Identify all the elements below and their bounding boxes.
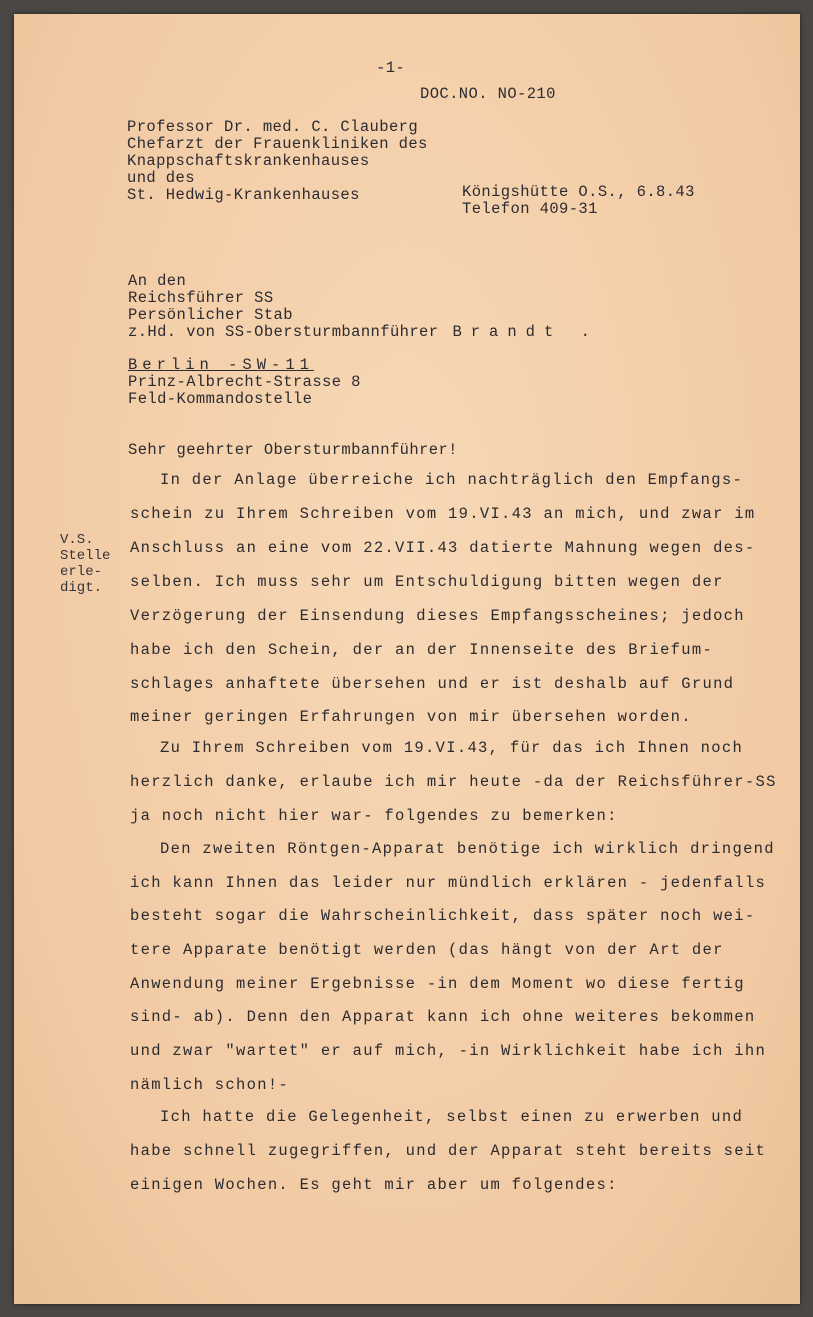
document-number: DOC.NO. NO-210 [420,85,556,103]
recipient-post: Feld-Kommandostelle [128,390,313,408]
margin-note: V.S. Stelle erle- digt. [60,532,111,596]
recipient-name: Brandt . [452,323,599,341]
document-page [14,14,800,1304]
body-line: einigen Wochen. Es geht mir aber um folgendes: [130,1176,618,1194]
sender-line: Knappschaftskrankenhauses [127,152,370,170]
body-line: Anwendung meiner Ergebnisse -in dem Moment wo diese fertig [130,975,745,993]
body-line: In der Anlage überreiche ich nachträglich den Empfangs- [160,471,744,489]
sender-line: und des [127,169,195,187]
body-line: sind- ab). Denn den Apparat kann ich ohne weiteres bekommen [130,1008,756,1026]
telephone: Telefon 409-31 [462,200,598,218]
recipient-line: An den [128,272,187,290]
page-number: -1- [376,59,406,77]
recipient-line: Reichsführer SS [128,289,274,307]
recipient-line [128,324,599,341]
body-line: selben. Ich muss sehr um Entschuldigung bitten wegen der [130,573,724,591]
body-line: Ich hatte die Gelegenheit, selbst einen zu erwerben und [160,1108,744,1126]
recipient-street: Prinz-Albrecht-Strasse 8 [128,373,361,391]
recipient-line: Persönlicher Stab [128,306,293,324]
body-line: schein zu Ihrem Schreiben vom 19.VI.43 an mich, und zwar im [130,505,756,523]
recipient-city: Berlin -SW-11 [128,356,314,374]
body-line: besteht sogar die Wahrscheinlichkeit, dass später noch wei- [130,907,756,925]
body-line: nämlich schon!- [130,1076,290,1094]
body-line: meiner geringen Erfahrungen von mir übersehen worden. [130,708,692,726]
body-line: Den zweiten Röntgen-Apparat benötige ich wirklich dringend [160,840,775,858]
body-line: Anschluss an eine vom 22.VII.43 datierte Mahnung wegen des- [130,539,756,557]
body-line: und zwar "wartet" er auf mich, -in Wirklichkeit habe ich ihn [130,1042,767,1060]
sender-line: Professor Dr. med. C. Clauberg [127,118,419,136]
sender-line: Chefarzt der Frauenkliniken des [127,135,428,153]
body-line: habe schnell zugegriffen, und der Apparat steht bereits seit [130,1142,767,1160]
place-date: Königshütte O.S., 6.8.43 [462,183,695,201]
body-line: Verzögerung der Einsendung dieses Empfangsscheines; jedoch [130,607,745,625]
body-line: ich kann Ihnen das leider nur mündlich erklären - jedenfalls [130,874,767,892]
body-line: tere Apparate benötigt werden (das hängt von der Art der [130,941,724,959]
salutation: Sehr geehrter Obersturmbannführer! [128,441,458,459]
recipient-title: z.Hd. von SS-Obersturmbannführer [128,323,439,341]
body-line: herzlich danke, erlaube ich mir heute -da der Reichsführer-SS [130,773,777,791]
body-line: ja noch nicht hier war- folgendes zu bemerken: [130,807,618,825]
body-line: Zu Ihrem Schreiben vom 19.VI.43, für das ich Ihnen noch [160,739,744,757]
body-line: schlages anhaftete übersehen und er ist deshalb auf Grund [130,675,735,693]
body-line: habe ich den Schein, der an der Innenseite des Briefum- [130,641,714,659]
sender-line: St. Hedwig-Krankenhauses [127,186,360,204]
